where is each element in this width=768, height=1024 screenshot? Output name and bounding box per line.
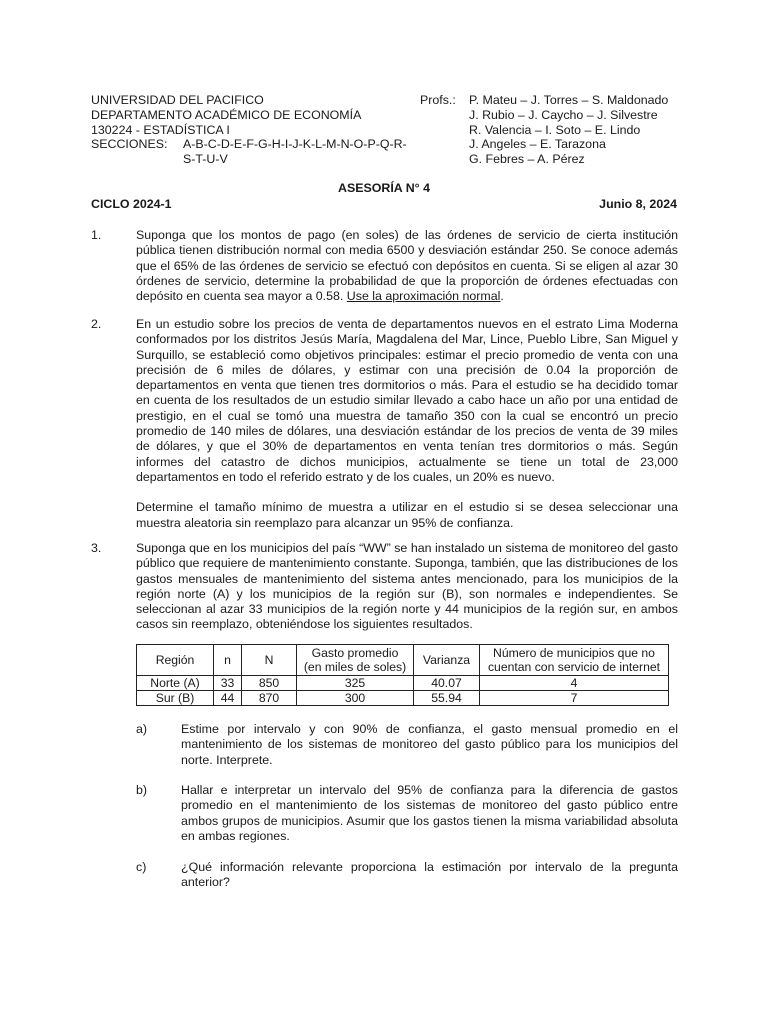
university-name: UNIVERSIDAD DEL PACIFICO <box>91 93 264 107</box>
department-name: DEPARTAMENTO ACADÉMICO DE ECONOMÍA <box>91 107 362 122</box>
cycle-label: CICLO 2024-1 <box>91 197 172 211</box>
part-label: c) <box>136 860 147 874</box>
table-row <box>137 676 669 691</box>
table-cell: 850 <box>242 676 297 691</box>
table-cell: 44 <box>214 691 242 706</box>
question-text <box>136 228 678 304</box>
question-3c <box>136 860 678 891</box>
question-3 <box>91 541 678 633</box>
col-mean-spend-line-2: (en miles de soles) <box>303 660 407 674</box>
question-number: 2. <box>91 317 102 331</box>
table-cell: Sur (B) <box>137 691 214 706</box>
profs-label: Profs.: <box>420 93 456 107</box>
sections-line-1: A-B-C-D-E-F-G-H-I-J-K-L-M-N-O-P-Q-R- <box>183 137 407 152</box>
table-row <box>137 691 669 706</box>
sections-label: SECCIONES: <box>91 137 168 152</box>
col-no-internet-line-2: cuentan con servicio de internet <box>487 660 661 674</box>
col-region: Región <box>137 645 214 676</box>
table-cell: 7 <box>480 691 669 706</box>
header-right <box>420 93 668 167</box>
part-label: b) <box>136 783 148 797</box>
table-cell: 325 <box>297 676 414 691</box>
course-name: 130224 - ESTADÍSTICA I <box>91 122 230 137</box>
sections-values <box>183 137 407 167</box>
question-3a <box>136 722 678 768</box>
table-cell: 55.94 <box>414 691 480 706</box>
prof-line: J. Angeles – E. Tarazona <box>469 137 606 152</box>
part-label: a) <box>136 722 148 736</box>
table-cell: 33 <box>214 676 242 691</box>
sections-row <box>91 137 407 167</box>
profs-list <box>469 93 668 167</box>
part-text: Hallar e interpretar un intervalo del 95% de confianza para la diferencia de gastos promedio en el mantenimiento de los sistemas de monitoreo del gasto público entre ambos grupos de municipios. Asumir que los gastos tienen la misma variabilidad absoluta en ambas regiones. <box>181 783 678 843</box>
part-text: ¿Qué información relevante proporciona la estimación por intervalo de la pregunta anterior? <box>181 860 678 890</box>
col-no-internet-line-1: Número de municipios que no <box>493 646 655 660</box>
col-no-internet <box>480 645 669 676</box>
header-left <box>91 93 407 167</box>
table-cell: 4 <box>480 676 669 691</box>
question-3b <box>136 783 678 844</box>
col-mean-spend-line-1: Gasto promedio <box>311 646 399 660</box>
normal-approx-note: Use la aproximación normal <box>346 289 501 304</box>
question-1-end: . <box>500 289 504 304</box>
question-number: 1. <box>91 228 102 242</box>
col-n-sample: n <box>214 645 242 676</box>
question-number: 3. <box>91 541 102 555</box>
table-cell: 40.07 <box>414 676 480 691</box>
results-table <box>136 644 669 706</box>
table-header-row <box>137 645 669 676</box>
table-cell: Norte (A) <box>137 676 214 691</box>
question-2 <box>91 317 678 531</box>
prof-line: P. Mateu – J. Torres – S. Maldonado <box>469 93 669 107</box>
col-mean-spend <box>297 645 414 676</box>
question-text <box>136 317 678 531</box>
date-label: Junio 8, 2024 <box>599 197 677 211</box>
question-2-paragraph-1: En un estudio sobre los precios de venta de departamentos nuevos en el estrato Lima Moderna conformados por los distritos Jesús María, Magdalena del Mar, Lince, Pueblo Libre, San Miguel y Surquillo, se estableció como objetivos principales: estimar el precio promedio de venta con una precisión de 6 miles de dólares, y estimar con una precisión de 0.04 la proporción de departamentos en venta que tienen tres dormitorios o más. Para el estudio se ha decidido tomar en cuenta de los resultados de un estudio similar llevado a cabo hace un año por una entidad de prestigio, en el cual se tomó una muestra de tamaño 350 con la cual se encontró un precio promedio de 140 miles de dólares, una desviación estándar de los precios de venta de 39 miles de dólares, y que el 30% de departamentos en venta tenían tres dormitorios o más. Según informes del catastro de dichos municipios, actualmente se tiene un total de 23,000 departamentos en todo el referido estrato y de los cuales, un 20% es nuevo. <box>136 317 678 484</box>
document-title: ASESORÍA N° 4 <box>338 181 430 195</box>
question-1 <box>91 228 678 304</box>
table-cell: 870 <box>242 691 297 706</box>
question-text: Suponga que en los municipios del país “WW” se han instalado un sistema de monitoreo del gasto público que requiere de mantenimiento constante. Suponga, también, que las distribuciones de los gastos mensuales de mantenimiento del sistema antes mencionado, para los municipios de la región norte (A) y los municipios de la región sur (B), son normales e independientes. Se seleccionan al azar 33 municipios de la región norte y 44 municipios de la región sur, en ambos casos sin reemplazo, obteniéndose los siguientes resultados. <box>136 541 678 632</box>
col-n-population: N <box>242 645 297 676</box>
prof-line: G. Febres – A. Pérez <box>469 152 585 167</box>
question-1-body: Suponga que los montos de pago (en soles) de las órdenes de servicio de cierta institución pública tienen distribución normal con media 6500 y desviación estándar 250. Se conoce además que el 65% de las órdenes de servicio se efectuó con depósitos en cuenta. Si se eligen al azar 30 órdenes de servicio, determine la probabilidad de que la proporción de órdenes efectuadas con depósito en cuenta sea mayor a 0.58. <box>136 228 678 304</box>
sections-line-2: S-T-U-V <box>183 152 228 167</box>
col-variance: Varianza <box>414 645 480 676</box>
table-cell: 300 <box>297 691 414 706</box>
question-2-paragraph-2: Determine el tamaño mínimo de muestra a utilizar en el estudio si se desea seleccionar una muestra aleatoria sin reemplazo para alcanzar un 95% de confianza. <box>136 500 678 530</box>
prof-line: R. Valencia – I. Soto – E. Lindo <box>469 122 641 137</box>
prof-line: J. Rubio – J. Caycho – J. Silvestre <box>469 107 658 122</box>
part-text: Estime por intervalo y con 90% de confianza, el gasto mensual promedio en el mantenimiento de los sistemas de monitoreo del gasto público para los municipios del norte. Interprete. <box>181 722 678 767</box>
